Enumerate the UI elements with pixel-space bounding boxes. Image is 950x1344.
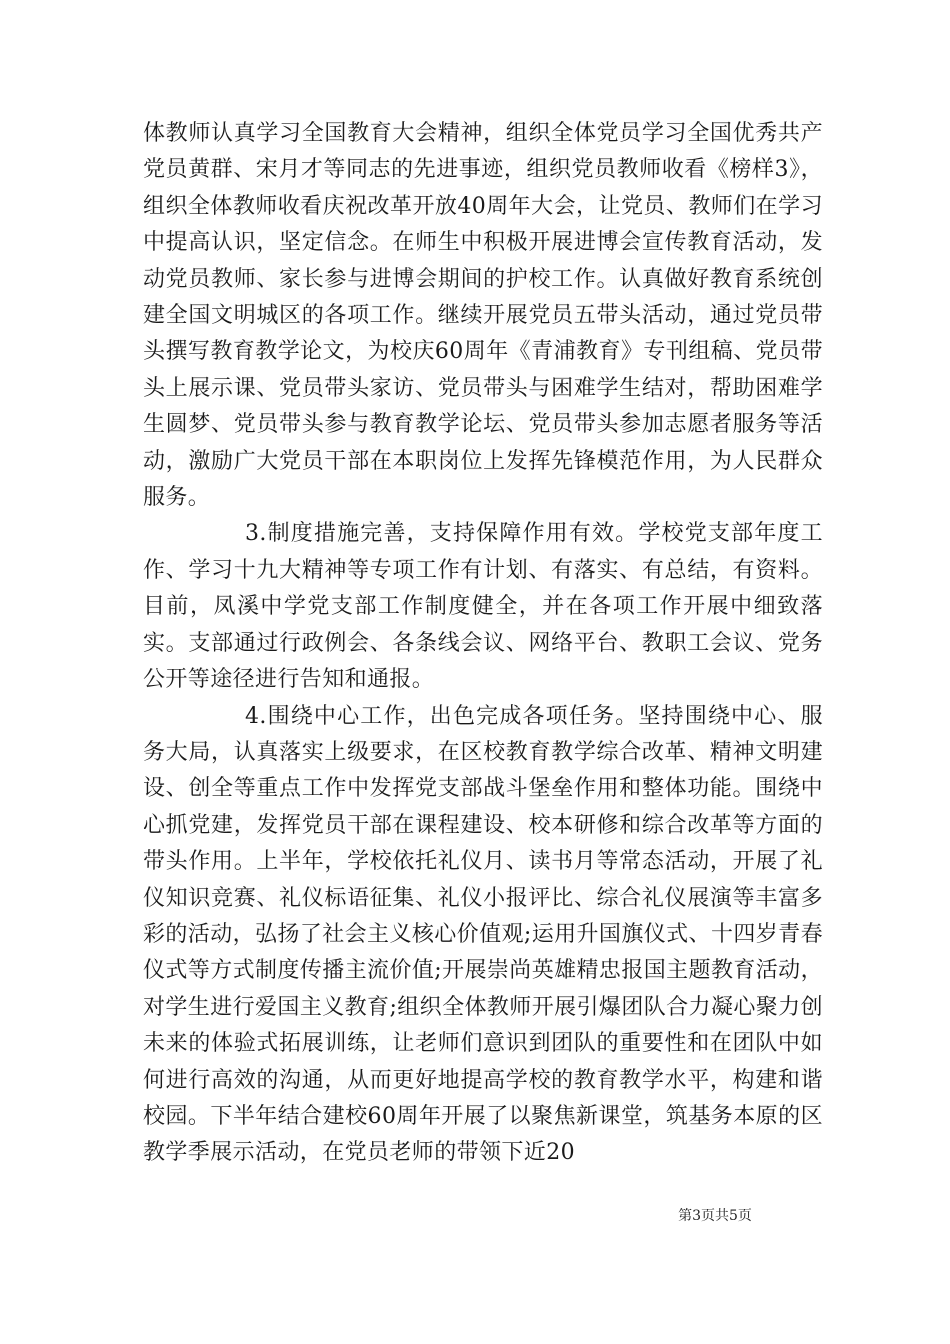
- paragraph-continuation: 体教师认真学习全国教育大会精神，组织全体党员学习全国优秀共产党员黄群、宋月才等同志的先进事迹，组织党员教师收看《榜样3》，组织全体教师收看庆祝改革开放40周年大会，让党员、教师们在学习中提高认识，坚定信念。在师生中积极开展进博会宣传教育活动，发动党员教师、家长参与进博会期间的护校工作。认真做好教育系统创建全国文明城区的各项工作。继续开展党员五带头活动，通过党员带头撰写教育教学论文，为校庆60周年《青浦教育》专刊组稿、党员带头上展示课、党员带头家访、党员带头与困难学生结对，帮助困难学生圆梦、党员带头参与教育教学论坛、党员带头参加志愿者服务等活动，激励广大党员干部在本职岗位上发挥先锋模范作用，为人民群众服务。: [143, 121, 823, 511]
- body-text: [143, 116, 823, 1172]
- paragraph-3-system-measures: 3.制度措施完善，支持保障作用有效。学校党支部年度工作、学习十九大精神等专项工作有计划、有落实、有总结，有资料。目前，凤溪中学党支部工作制度健全，并在各项工作开展中细致落实。支部通过行政例会、各条线会议、网络平台、教职工会议、党务公开等途径进行告知和通报。: [143, 521, 823, 693]
- page-number-footer: 第3页共5页: [678, 1208, 752, 1224]
- paragraph-4-central-work: 4.围绕中心工作，出色完成各项任务。坚持围绕中心、服务大局，认真落实上级要求，在区校教育教学综合改革、精神文明建设、创全等重点工作中发挥党支部战斗堡垒作用和整体功能。围绕中心抓党建，发挥党员干部在课程建设、校本研修和综合改革等方面的带头作用。上半年，学校依托礼仪月、读书月等常态活动，开展了礼仪知识竞赛、礼仪标语征集、礼仪小报评比、综合礼仪展演等丰富多彩的活动，弘扬了社会主义核心价值观;运用升国旗仪式、十四岁青春仪式等方式制度传播主流价值;开展崇尚英雄精忠报国主题教育活动，对学生进行爱国主义教育;组织全体教师开展引爆团队合力凝心聚力创未来的体验式拓展训练，让老师们意识到团队的重要性和在团队中如何进行高效的沟通，从而更好地提高学校的教育教学水平，构建和谐校园。下半年结合建校60周年开展了以聚焦新课堂，筑基务本原的区教学季展示活动，在党员老师的带领下近20: [143, 703, 823, 1166]
